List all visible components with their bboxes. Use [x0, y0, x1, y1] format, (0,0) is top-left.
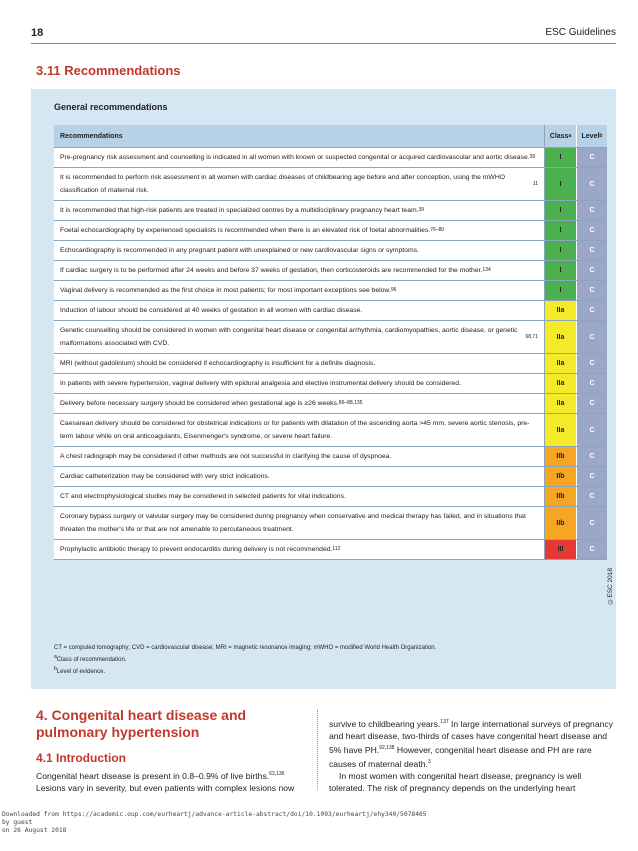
class-cell: IIa [545, 394, 577, 413]
recommendation-text: MRI (without gadolinium) should be considered if echocardiography is insufficient for a definite diagnosis. [54, 354, 545, 373]
level-cell: C [577, 447, 607, 466]
recommendation-text: Induction of labour should be considered at 40 weeks of gestation in all women with cardiac disease. [54, 301, 545, 320]
subsection-title: 4.1 Introduction [36, 751, 126, 765]
level-cell: C [577, 221, 607, 240]
page-number: 18 [31, 27, 44, 39]
class-cell: I [545, 168, 577, 200]
level-cell: C [577, 540, 607, 559]
header-class: Class a [545, 125, 577, 147]
table-row [54, 414, 607, 447]
section-heading: 3.11 Recommendations [36, 63, 181, 78]
class-cell: IIb [545, 447, 577, 466]
recommendation-text: It is recommended to perform risk assessment in all women with cardiac diseases of childbearing age before and after conception, using the mWHO classification of maternal risk. 11 [54, 168, 545, 200]
footnote-b: $^b$Level of evidence. [54, 666, 106, 675]
level-cell: C [577, 414, 607, 446]
level-cell: C [577, 487, 607, 506]
box-title: General recommendations [54, 102, 168, 112]
recommendation-text: Cardiac catheterization may be considered with very strict indications. [54, 467, 545, 486]
table-row [54, 168, 607, 201]
header-divider [31, 43, 616, 44]
level-cell: C [577, 281, 607, 300]
recommendation-text: In patients with severe hypertension, vaginal delivery with epidural analgesia and elective instrumental delivery should be considered. [54, 374, 545, 393]
class-cell: I [545, 148, 577, 167]
recommendation-text: Prophylactic antibiotic therapy to prevent endocarditis during delivery is not recommended. 112 [54, 540, 545, 559]
class-cell: III [545, 540, 577, 559]
download-footer [2, 811, 427, 835]
class-cell: IIb [545, 507, 577, 539]
level-cell: C [577, 261, 607, 280]
level-cell: C [577, 201, 607, 220]
header-level: Level b [577, 125, 607, 147]
class-cell: IIa [545, 301, 577, 320]
class-cell: I [545, 221, 577, 240]
table-row [54, 241, 607, 261]
class-cell: IIb [545, 487, 577, 506]
table-row [54, 507, 607, 540]
table-row [54, 374, 607, 394]
table-row [54, 301, 607, 321]
recommendation-text: Echocardiography is recommended in any pregnant patient with unexplained or new cardiovascular signs or symptoms. [54, 241, 545, 260]
recommendation-text: Coronary bypass surgery or valvular surgery may be considered during pregnancy when conservative and medical therapy has failed, and in situations that threaten the mother's life or that are not amenable to percutaneous treatment. [54, 507, 545, 539]
recommendation-text: A chest radiograph may be considered if other methods are not successful in clarifying the cause of dyspnoea. [54, 447, 545, 466]
header-recommendations: Recommendations [54, 125, 545, 147]
download-line-2: by guest [2, 819, 33, 826]
table-row [54, 487, 607, 507]
esc-copyright-mark: ©ESC 2018 [607, 568, 614, 605]
level-cell: C [577, 241, 607, 260]
column-divider [317, 710, 318, 790]
left-paragraph: Congenital heart disease is present in 0.8–0.9% of live births.$^{63,136}$ Lesions vary in severity, but even patients with complex lesions now [36, 770, 295, 793]
class-cell: IIa [545, 374, 577, 393]
download-line-3: on 26 August 2018 [2, 827, 67, 834]
level-cell: C [577, 301, 607, 320]
level-cell: C [577, 148, 607, 167]
level-cell: C [577, 467, 607, 486]
table-row [54, 467, 607, 487]
class-cell: I [545, 241, 577, 260]
class-cell: I [545, 281, 577, 300]
recommendation-text: It is recommended that high-risk patients are treated in specialized centres by a multidisciplinary pregnancy heart team. 39 [54, 201, 545, 220]
level-cell: C [577, 321, 607, 353]
right-paragraph-2: In most women with congenital heart disease, pregnancy is well tolerated. The risk of pregnancy depends on the underlying heart [329, 770, 582, 793]
table-notes [54, 644, 436, 677]
download-line-1: Downloaded from https://academic.oup.com/eurheartj/advance-article-abstract/doi/10.1093/eurheartj/ehy340/5078465 [2, 811, 427, 818]
level-cell: C [577, 507, 607, 539]
recommendation-text: Caesarean delivery should be considered for obstetrical indications or for patients with dilatation of the ascending aorta >45 mm, severe aortic stenosis, pre-term labour while on oral anticoagulants, Eisenmenger's syndrome, or severe heart failure. [54, 414, 545, 446]
class-cell: I [545, 261, 577, 280]
recommendation-text: Foetal echocardiography by experienced specialists is recommended when there is an elevated risk of foetal abnormalities. 76–80 [54, 221, 545, 240]
recommendations-table [54, 125, 607, 560]
table-row [54, 447, 607, 467]
recommendation-text: CT and electrophysiological studies may be considered in selected patients for vital indications. [54, 487, 545, 506]
level-cell: C [577, 354, 607, 373]
table-row [54, 281, 607, 301]
level-cell: C [577, 168, 607, 200]
level-cell: C [577, 394, 607, 413]
class-cell: I [545, 201, 577, 220]
table-row [54, 148, 607, 168]
running-title: ESC Guidelines [545, 27, 616, 38]
table-row [54, 354, 607, 374]
recommendation-text: Genetic counselling should be considered in women with congenital heart disease or congenital arrhythmia, cardiomyopathies, aortic disease, or genetic malformations associated with CVD. 68,71 [54, 321, 545, 353]
table-row [54, 261, 607, 281]
class-cell: IIa [545, 321, 577, 353]
class-cell: IIa [545, 354, 577, 373]
table-header-row [54, 125, 607, 148]
recommendation-text: Pre-pregnancy risk assessment and counselling is indicated in all women with known or suspected congenital or acquired cardiovascular and aortic disease. 39 [54, 148, 545, 167]
right-paragraph: survive to childbearing years.$^{137}$ In large international surveys of pregnancy and heart disease, two-thirds of cases have congenital heart disease and 5% have PH.$^{92,138}$ However, congenital heart disease and PH are rare causes of maternal death.$^3$ In most women with congenital heart disease, pregnancy is well tolerated. The risk of pregnancy depends on the underlying heart [329, 716, 616, 794]
table-row [54, 321, 607, 354]
class-cell: IIa [545, 414, 577, 446]
table-row [54, 540, 607, 560]
recommendation-text: Vaginal delivery is recommended as the first choice in most patients; for most important exceptions see below. 96 [54, 281, 545, 300]
class-cell: IIb [545, 467, 577, 486]
table-row [54, 221, 607, 241]
chapter-title: 4. Congenital heart disease and pulmonary hypertension [36, 707, 247, 740]
table-row [54, 394, 607, 414]
recommendation-text: Delivery before necessary surgery should be considered when gestational age is ≥26 weeks. 86–88,135 [54, 394, 545, 413]
footnote-a: $^a$Class of recommendation. [54, 654, 127, 663]
table-row [54, 201, 607, 221]
recommendation-text: If cardiac surgery is to be performed after 24 weeks and before 37 weeks of gestation, then corticosteroids are recommended for the mother. 134 [54, 261, 545, 280]
level-cell: C [577, 374, 607, 393]
abbreviations-note: CT = computed tomography; CVD = cardiovascular disease; MRI = magnetic resonance imaging; mWHO = modified World Health Organization. [54, 645, 437, 651]
